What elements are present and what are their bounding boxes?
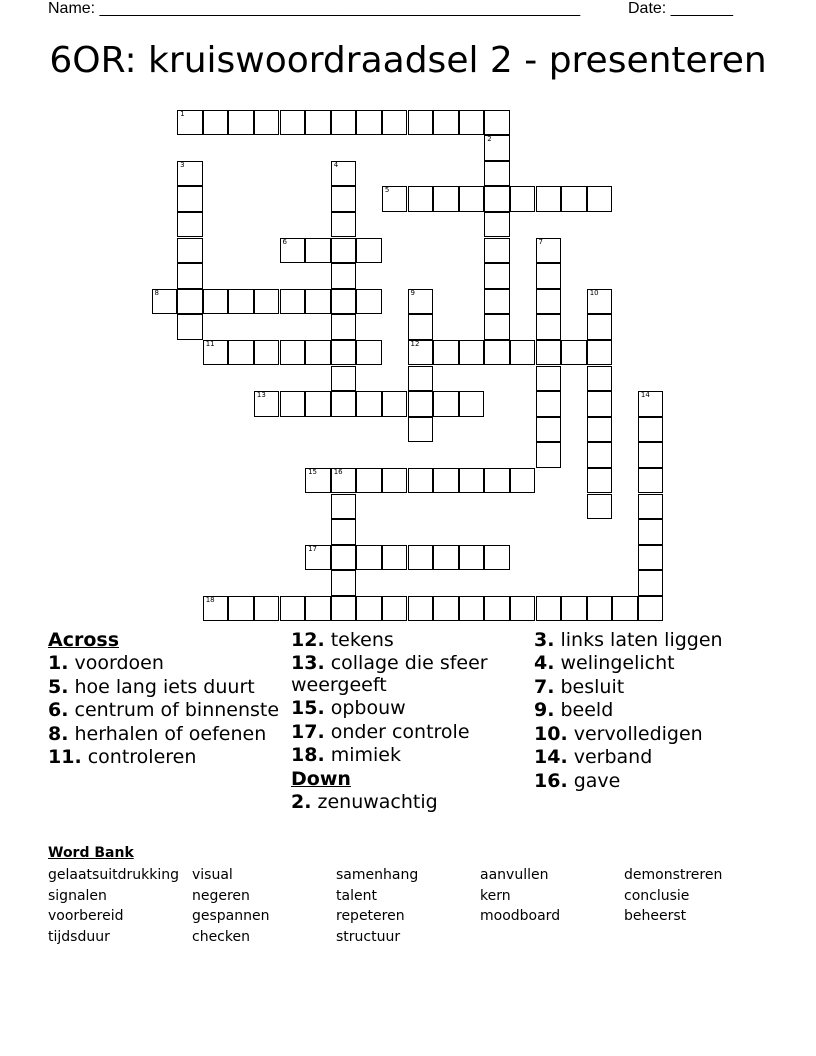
- clues-column-2: [291, 630, 523, 816]
- clue-down-3: 3. links laten liggen: [534, 629, 723, 651]
- crossword-cell[interactable]: [305, 468, 331, 494]
- crossword-cell[interactable]: [382, 596, 408, 622]
- crossword-cell[interactable]: [305, 238, 331, 264]
- cell-number: 3: [180, 160, 185, 169]
- word-bank-item: conclusie: [624, 887, 690, 904]
- clue-across-8: 8. herhalen of oefenen: [48, 722, 267, 745]
- crossword-cell[interactable]: [408, 468, 434, 494]
- crossword-cell[interactable]: [587, 468, 613, 494]
- clue-across-13: 13. collage die sfeer weergeeft: [291, 652, 488, 696]
- clue-across-5: 5. hoe lang iets duurt: [48, 675, 255, 698]
- word-bank-item: samenhang: [336, 867, 419, 883]
- crossword-cell[interactable]: [459, 340, 485, 366]
- crossword-cell[interactable]: [433, 468, 459, 494]
- crossword-cell[interactable]: [177, 263, 203, 289]
- crossword-cell[interactable]: [433, 596, 459, 622]
- crossword-cell[interactable]: [484, 110, 510, 136]
- crossword-cell[interactable]: [177, 110, 203, 136]
- crossword-cell[interactable]: [484, 289, 510, 315]
- crossword-cell[interactable]: [228, 110, 254, 136]
- word-bank-item: gespannen: [192, 908, 270, 924]
- crossword-cell[interactable]: [382, 468, 408, 494]
- crossword-cell[interactable]: [331, 110, 357, 136]
- crossword-cell[interactable]: [484, 186, 510, 212]
- crossword-cell[interactable]: [587, 366, 613, 392]
- clue-across-12: 12. tekens: [291, 629, 394, 651]
- crossword-cell[interactable]: [484, 135, 510, 161]
- crossword-cell[interactable]: [587, 391, 613, 417]
- crossword-cell[interactable]: [203, 340, 229, 366]
- crossword-cell[interactable]: [408, 289, 434, 315]
- crossword-cell[interactable]: [408, 186, 434, 212]
- clues-column-1: [48, 630, 280, 771]
- word-bank-item: kern: [480, 887, 511, 904]
- crossword-cell[interactable]: [408, 110, 434, 136]
- clue-across-18: 18. mimiek: [291, 744, 401, 767]
- crossword-cell[interactable]: [510, 596, 536, 622]
- clue-down-7: 7. besluit: [534, 675, 625, 698]
- crossword-cell[interactable]: [587, 186, 613, 212]
- crossword-cell[interactable]: [484, 596, 510, 622]
- clue-down-9: 9. beeld: [534, 699, 614, 722]
- crossword-cell[interactable]: [638, 417, 664, 443]
- crossword-cell[interactable]: [587, 442, 613, 468]
- word-bank-item: talent: [336, 887, 377, 904]
- clue-down-2: 2. zenuwachtig: [291, 791, 438, 814]
- crossword-cell[interactable]: [228, 596, 254, 622]
- crossword-cell[interactable]: [331, 494, 357, 520]
- crossword-cell[interactable]: [280, 340, 306, 366]
- crossword-cell[interactable]: [331, 289, 357, 315]
- crossword-cell[interactable]: [177, 289, 203, 315]
- word-bank-item: signalen: [48, 887, 107, 904]
- clues-column-3: [534, 630, 774, 794]
- crossword-cell[interactable]: [484, 314, 510, 340]
- crossword-cell[interactable]: [331, 161, 357, 187]
- crossword-cell[interactable]: [561, 596, 587, 622]
- crossword-cell[interactable]: [536, 417, 562, 443]
- crossword-cell[interactable]: [382, 545, 408, 571]
- crossword-cell[interactable]: [152, 289, 178, 315]
- crossword-cell[interactable]: [280, 238, 306, 264]
- word-bank-item: aanvullen: [480, 867, 549, 883]
- crossword-cell[interactable]: [484, 340, 510, 366]
- crossword-cell[interactable]: [203, 289, 229, 315]
- crossword-cell[interactable]: [433, 340, 459, 366]
- crossword-cell[interactable]: [331, 596, 357, 622]
- crossword-cell[interactable]: [484, 263, 510, 289]
- page-title: 6OR: kruiswoordraadsel 2 - presenteren: [49, 40, 767, 81]
- crossword-cell[interactable]: [203, 110, 229, 136]
- crossword-cell[interactable]: [305, 289, 331, 315]
- crossword-cell[interactable]: [638, 494, 664, 520]
- crossword-cell[interactable]: [331, 391, 357, 417]
- clue-down-16: 16. gave: [534, 769, 621, 792]
- crossword-cell[interactable]: [408, 417, 434, 443]
- cell-number: 8: [154, 288, 159, 297]
- crossword-cell[interactable]: [228, 289, 254, 315]
- crossword-cell[interactable]: [254, 340, 280, 366]
- crossword-cell[interactable]: [459, 186, 485, 212]
- down-heading: Down: [291, 767, 351, 790]
- cell-number: 13: [256, 391, 266, 400]
- crossword-cell[interactable]: [254, 289, 280, 315]
- date-field-label: Date: _______: [628, 0, 733, 17]
- word-bank-item: checken: [192, 928, 250, 945]
- crossword-cell[interactable]: [484, 212, 510, 238]
- crossword-cell[interactable]: [331, 519, 357, 545]
- crossword-cell[interactable]: [254, 596, 280, 622]
- clue-across-17: 17. onder controle: [291, 720, 470, 743]
- cell-number: 17: [308, 544, 318, 553]
- cell-number: 18: [205, 595, 215, 604]
- clue-down-10: 10. vervolledigen: [534, 722, 703, 745]
- cell-number: 5: [384, 186, 390, 195]
- crossword-cell[interactable]: [510, 340, 536, 366]
- clue-across-6: 6. centrum of binnenste: [48, 699, 280, 722]
- crossword-cell[interactable]: [177, 238, 203, 264]
- crossword-cell[interactable]: [331, 468, 357, 494]
- crossword-cell[interactable]: [382, 186, 408, 212]
- crossword-cell[interactable]: [356, 391, 382, 417]
- word-bank-item: tijdsduur: [48, 928, 110, 945]
- crossword-cell[interactable]: [612, 596, 638, 622]
- crossword-cell[interactable]: [484, 468, 510, 494]
- crossword-cell[interactable]: [356, 545, 382, 571]
- cell-number: 14: [640, 391, 650, 400]
- crossword-cell[interactable]: [356, 468, 382, 494]
- crossword-cell[interactable]: [459, 596, 485, 622]
- crossword-cell[interactable]: [536, 186, 562, 212]
- clue-down-4: 4. welingelicht: [534, 652, 675, 675]
- crossword-cell[interactable]: [433, 110, 459, 136]
- cell-number: 6: [282, 237, 287, 246]
- crossword-cell[interactable]: [638, 442, 664, 468]
- crossword-cell[interactable]: [433, 545, 459, 571]
- crossword-cell[interactable]: [331, 340, 357, 366]
- word-bank-item: voorbereid: [48, 908, 124, 924]
- crossword-cell[interactable]: [536, 366, 562, 392]
- crossword-cell[interactable]: [280, 596, 306, 622]
- crossword-cell[interactable]: [305, 340, 331, 366]
- cell-number: 7: [538, 237, 543, 246]
- cell-number: 2: [487, 135, 492, 144]
- crossword-cell[interactable]: [587, 289, 613, 315]
- crossword-cell[interactable]: [356, 238, 382, 264]
- crossword-cell[interactable]: [356, 340, 382, 366]
- clue-down-14: 14. verband: [534, 746, 653, 769]
- word-bank-title: Word Bank: [48, 845, 134, 861]
- crossword-cell[interactable]: [536, 596, 562, 622]
- crossword-cell[interactable]: [331, 314, 357, 340]
- crossword-cell[interactable]: [587, 494, 613, 520]
- crossword-cell[interactable]: [433, 186, 459, 212]
- word-bank: [48, 845, 768, 945]
- cell-number: 16: [333, 467, 343, 476]
- crossword-cell[interactable]: [587, 314, 613, 340]
- crossword-cell[interactable]: [638, 545, 664, 571]
- crossword-cell[interactable]: [203, 596, 229, 622]
- crossword-cell[interactable]: [484, 238, 510, 264]
- cell-number: 4: [333, 160, 339, 169]
- word-bank-list: [48, 867, 768, 945]
- crossword-cell[interactable]: [561, 186, 587, 212]
- crossword-cell[interactable]: [459, 110, 485, 136]
- crossword-cell[interactable]: [408, 391, 434, 417]
- crossword-cell[interactable]: [408, 366, 434, 392]
- crossword-cell[interactable]: [177, 186, 203, 212]
- crossword-cell[interactable]: [280, 289, 306, 315]
- crossword-cell[interactable]: [331, 212, 357, 238]
- crossword-cell[interactable]: [536, 263, 562, 289]
- crossword-cell[interactable]: [536, 314, 562, 340]
- crossword-cell[interactable]: [433, 391, 459, 417]
- cell-number: 15: [308, 467, 318, 476]
- crossword-cell[interactable]: [331, 186, 357, 212]
- crossword-cell[interactable]: [228, 340, 254, 366]
- crossword-cell[interactable]: [305, 391, 331, 417]
- crossword-cell[interactable]: [587, 340, 613, 366]
- cell-number: 10: [589, 288, 599, 297]
- crossword-cell[interactable]: [356, 110, 382, 136]
- crossword-cell[interactable]: [459, 468, 485, 494]
- crossword-cell[interactable]: [638, 596, 664, 622]
- word-bank-item: moodboard: [480, 908, 561, 924]
- crossword-cell[interactable]: [331, 545, 357, 571]
- clue-across-15: 15. opbouw: [291, 697, 406, 720]
- crossword-cell[interactable]: [536, 340, 562, 366]
- crossword-cell[interactable]: [408, 545, 434, 571]
- word-bank-item: structuur: [336, 928, 401, 945]
- crossword-cell[interactable]: [331, 238, 357, 264]
- crossword-cell[interactable]: [177, 314, 203, 340]
- crossword-cell[interactable]: [638, 391, 664, 417]
- crossword-cell[interactable]: [280, 391, 306, 417]
- crossword-cell[interactable]: [536, 442, 562, 468]
- crossword-cell[interactable]: [561, 340, 587, 366]
- crossword-cell[interactable]: [408, 314, 434, 340]
- crossword-cell[interactable]: [587, 417, 613, 443]
- crossword-cell[interactable]: [408, 596, 434, 622]
- clue-across-11: 11. controleren: [48, 746, 197, 769]
- crossword-cell[interactable]: [382, 391, 408, 417]
- word-bank-item: demonstreren: [624, 867, 723, 883]
- cell-number: 11: [205, 339, 215, 348]
- word-bank-item: negeren: [192, 887, 250, 904]
- crossword-cell[interactable]: [638, 468, 664, 494]
- name-field-label: Name: ______________________________________________________: [48, 0, 581, 17]
- crossword-cell[interactable]: [305, 110, 331, 136]
- crossword-cell[interactable]: [638, 519, 664, 545]
- crossword-cell[interactable]: [280, 110, 306, 136]
- cell-number: 12: [410, 339, 420, 348]
- crossword-cell[interactable]: [459, 545, 485, 571]
- crossword-cell[interactable]: [459, 391, 485, 417]
- clue-across-1: 1. voordoen: [48, 652, 164, 675]
- crossword-cell[interactable]: [305, 596, 331, 622]
- crossword-cell[interactable]: [331, 263, 357, 289]
- across-heading: Across: [48, 629, 120, 651]
- crossword-cell[interactable]: [177, 212, 203, 238]
- crossword-cell[interactable]: [254, 110, 280, 136]
- crossword-cell[interactable]: [356, 596, 382, 622]
- word-bank-item: gelaatsuitdrukking: [48, 867, 179, 883]
- crossword-cell[interactable]: [536, 238, 562, 264]
- word-bank-item: repeteren: [336, 908, 405, 924]
- crossword-cell[interactable]: [587, 596, 613, 622]
- crossword-cell[interactable]: [382, 110, 408, 136]
- cell-number: 1: [180, 109, 185, 118]
- crossword-cell[interactable]: [356, 289, 382, 315]
- crossword-cell[interactable]: [510, 186, 536, 212]
- cell-number: 9: [410, 288, 415, 297]
- crossword-cell[interactable]: [331, 366, 357, 392]
- crossword-cell[interactable]: [484, 545, 510, 571]
- crossword-cell[interactable]: [536, 391, 562, 417]
- word-bank-item: beheerst: [624, 908, 687, 924]
- crossword-cell[interactable]: [254, 391, 280, 417]
- crossword-cell[interactable]: [305, 545, 331, 571]
- crossword-cell[interactable]: [510, 468, 536, 494]
- word-bank-item: visual: [192, 867, 233, 883]
- crossword-cell[interactable]: [638, 570, 664, 596]
- crossword-cell[interactable]: [331, 570, 357, 596]
- crossword-cell[interactable]: [536, 289, 562, 315]
- crossword-cell[interactable]: [177, 161, 203, 187]
- crossword-cell[interactable]: [484, 161, 510, 187]
- crossword-cell[interactable]: [408, 340, 434, 366]
